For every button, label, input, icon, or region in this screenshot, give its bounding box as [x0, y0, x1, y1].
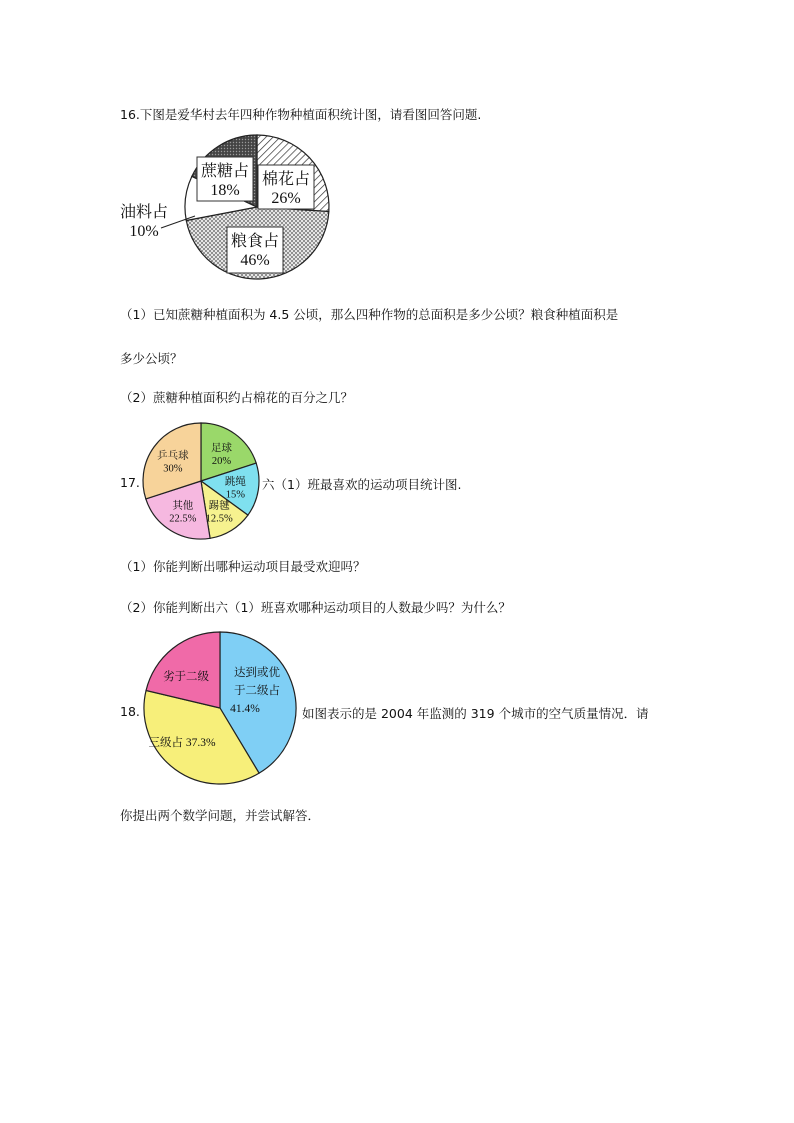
- q18-slice-label-2: 劣于二级: [163, 671, 209, 683]
- q18-text-line1: 如图表示的是 2004 年监测的 319 个城市的空气质量情况．请: [302, 706, 649, 721]
- q16-slice-label-2: 油料占: [119, 204, 169, 221]
- q16-sub1-line1: （1）已知蔗糖种植面积为 4.5 公顷，那么四种作物的总面积是多少公顷？粮食种植面积是: [120, 307, 619, 322]
- q16-slice-value-2: 10%: [129, 223, 159, 240]
- q18-slice-label-0a: 达到或优: [234, 667, 280, 679]
- q16-figure: [115, 132, 345, 284]
- q16-slice-label-1: 粮食占: [230, 233, 280, 250]
- q16-slice-value-1: 46%: [240, 252, 270, 269]
- q16-slice-value-0: 26%: [271, 190, 301, 207]
- q17-title: 六（1）班最喜欢的运动项目统计图.: [262, 477, 462, 492]
- q18-slice-label-1: 三级占 37.3%: [148, 737, 216, 749]
- q17-slice-label-0: 足球: [210, 442, 232, 454]
- q16-slice-value-3: 18%: [210, 182, 240, 199]
- q17-slice-label-4: 乒乓球: [157, 450, 189, 462]
- q17-slice-value-3: 22.5%: [169, 513, 197, 525]
- q18-slice-label-0b: 于二级占: [234, 685, 280, 697]
- q18-number: 18.: [120, 704, 140, 719]
- q17-slice-label-2: 踢毽: [208, 500, 230, 512]
- q16-sub2: （2）蔗糖种植面积约占棉花的百分之几？: [120, 390, 353, 405]
- q17-slice-value-4: 30%: [163, 463, 183, 475]
- q17-sub1: （1）你能判断出哪种运动项目最受欢迎吗？: [120, 559, 366, 574]
- q18-pie-chart: [140, 628, 302, 790]
- q16-pie-chart: [115, 132, 345, 284]
- q16-slice-label-0: 棉花占: [261, 171, 311, 188]
- q18-slice-value-0: 41.4%: [230, 703, 260, 715]
- q17-slice-label-3: 其他: [172, 500, 194, 512]
- q18-text-line2: 你提出两个数学问题，并尝试解答．: [120, 808, 321, 823]
- q17-slice-value-0: 20%: [211, 455, 232, 467]
- q16-slice-label-3: 蔗糖占: [200, 163, 250, 180]
- q17-slice-label-1: 跳绳: [224, 476, 246, 488]
- q18-figure: [140, 628, 302, 790]
- q16-sub1-line2: 多少公顷？: [120, 351, 183, 366]
- q17-slice-value-2: 12.5%: [205, 513, 233, 525]
- q17-number: 17.: [120, 475, 140, 490]
- q17-sub2: （2）你能判断出六（1）班喜欢哪种运动项目的人数最少吗？为什么？: [120, 600, 511, 615]
- q17-figure: [140, 420, 265, 542]
- q16-title: 16.下图是爱华村去年四种作物种植面积统计图，请看图回答问题.: [120, 107, 482, 122]
- q17-pie-chart: [140, 420, 265, 542]
- q17-slice-value-1: 15%: [225, 489, 245, 501]
